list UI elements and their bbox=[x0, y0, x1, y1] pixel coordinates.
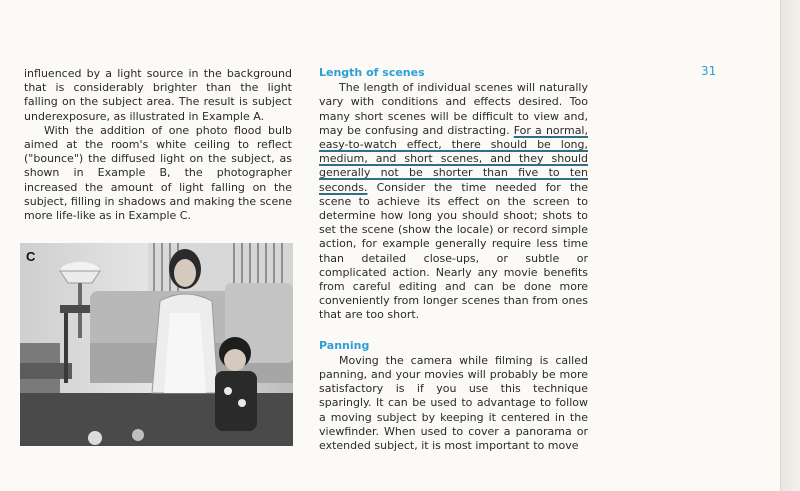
page-number: 31 bbox=[701, 64, 717, 78]
length-text-after: Consider the time needed for the scene to achieve its effect on the screen to determine how long you should shoot; shots to set the scene (show the locale) or record simple action, for example generally require less time than detailed close-ups, or subtle or complicated action. Nearly any movie benefits from careful editing and can be done more conveniently from longer scenes than from ones that are too short. bbox=[319, 180, 588, 322]
example-c-photo bbox=[20, 243, 293, 446]
section-heading-panning: Panning bbox=[319, 338, 370, 352]
underlined-passage: For a normal, easy-to-watch effect, there should be long, medium, and short scenes, and they should generally not be shorter than five to ten seconds. bbox=[319, 123, 588, 194]
page-edge bbox=[780, 0, 800, 491]
length-of-scenes-paragraph bbox=[319, 81, 588, 322]
left-column bbox=[24, 67, 292, 223]
photo-label: C bbox=[26, 249, 36, 264]
left-paragraph-1: influenced by a light source in the background that is considerably brighter than the light falling on the subject area. The result is subject underexposure, as illustrated in Example A. bbox=[24, 67, 292, 123]
length-text-before: The length of individual scenes will naturally vary with conditions and effects desired. Too many short scenes will be difficult to view and, may be confusing and distracting. bbox=[319, 81, 588, 137]
photo-illustration bbox=[20, 243, 293, 446]
panning-paragraph: Moving the camera while filming is called panning, and your movies will probably be more satisfactory is if you use this technique sparingly. It can be used to advantage to follow a moving subject by keeping it centered in the viewfinder. When used to cover a panorama or extended subject, it is most important to move bbox=[319, 353, 588, 453]
section-heading-length-of-scenes: Length of scenes bbox=[319, 66, 425, 79]
left-paragraph-2: With the addition of one photo flood bulb aimed at the room's white ceiling to reflect ("bounce") the diffused light on the subject, as shown in Example B, the photographer increased the amount of light falling on the subject, filling in shadows and making the scene more life-like as in Example C. bbox=[24, 123, 292, 223]
right-column bbox=[319, 66, 588, 453]
